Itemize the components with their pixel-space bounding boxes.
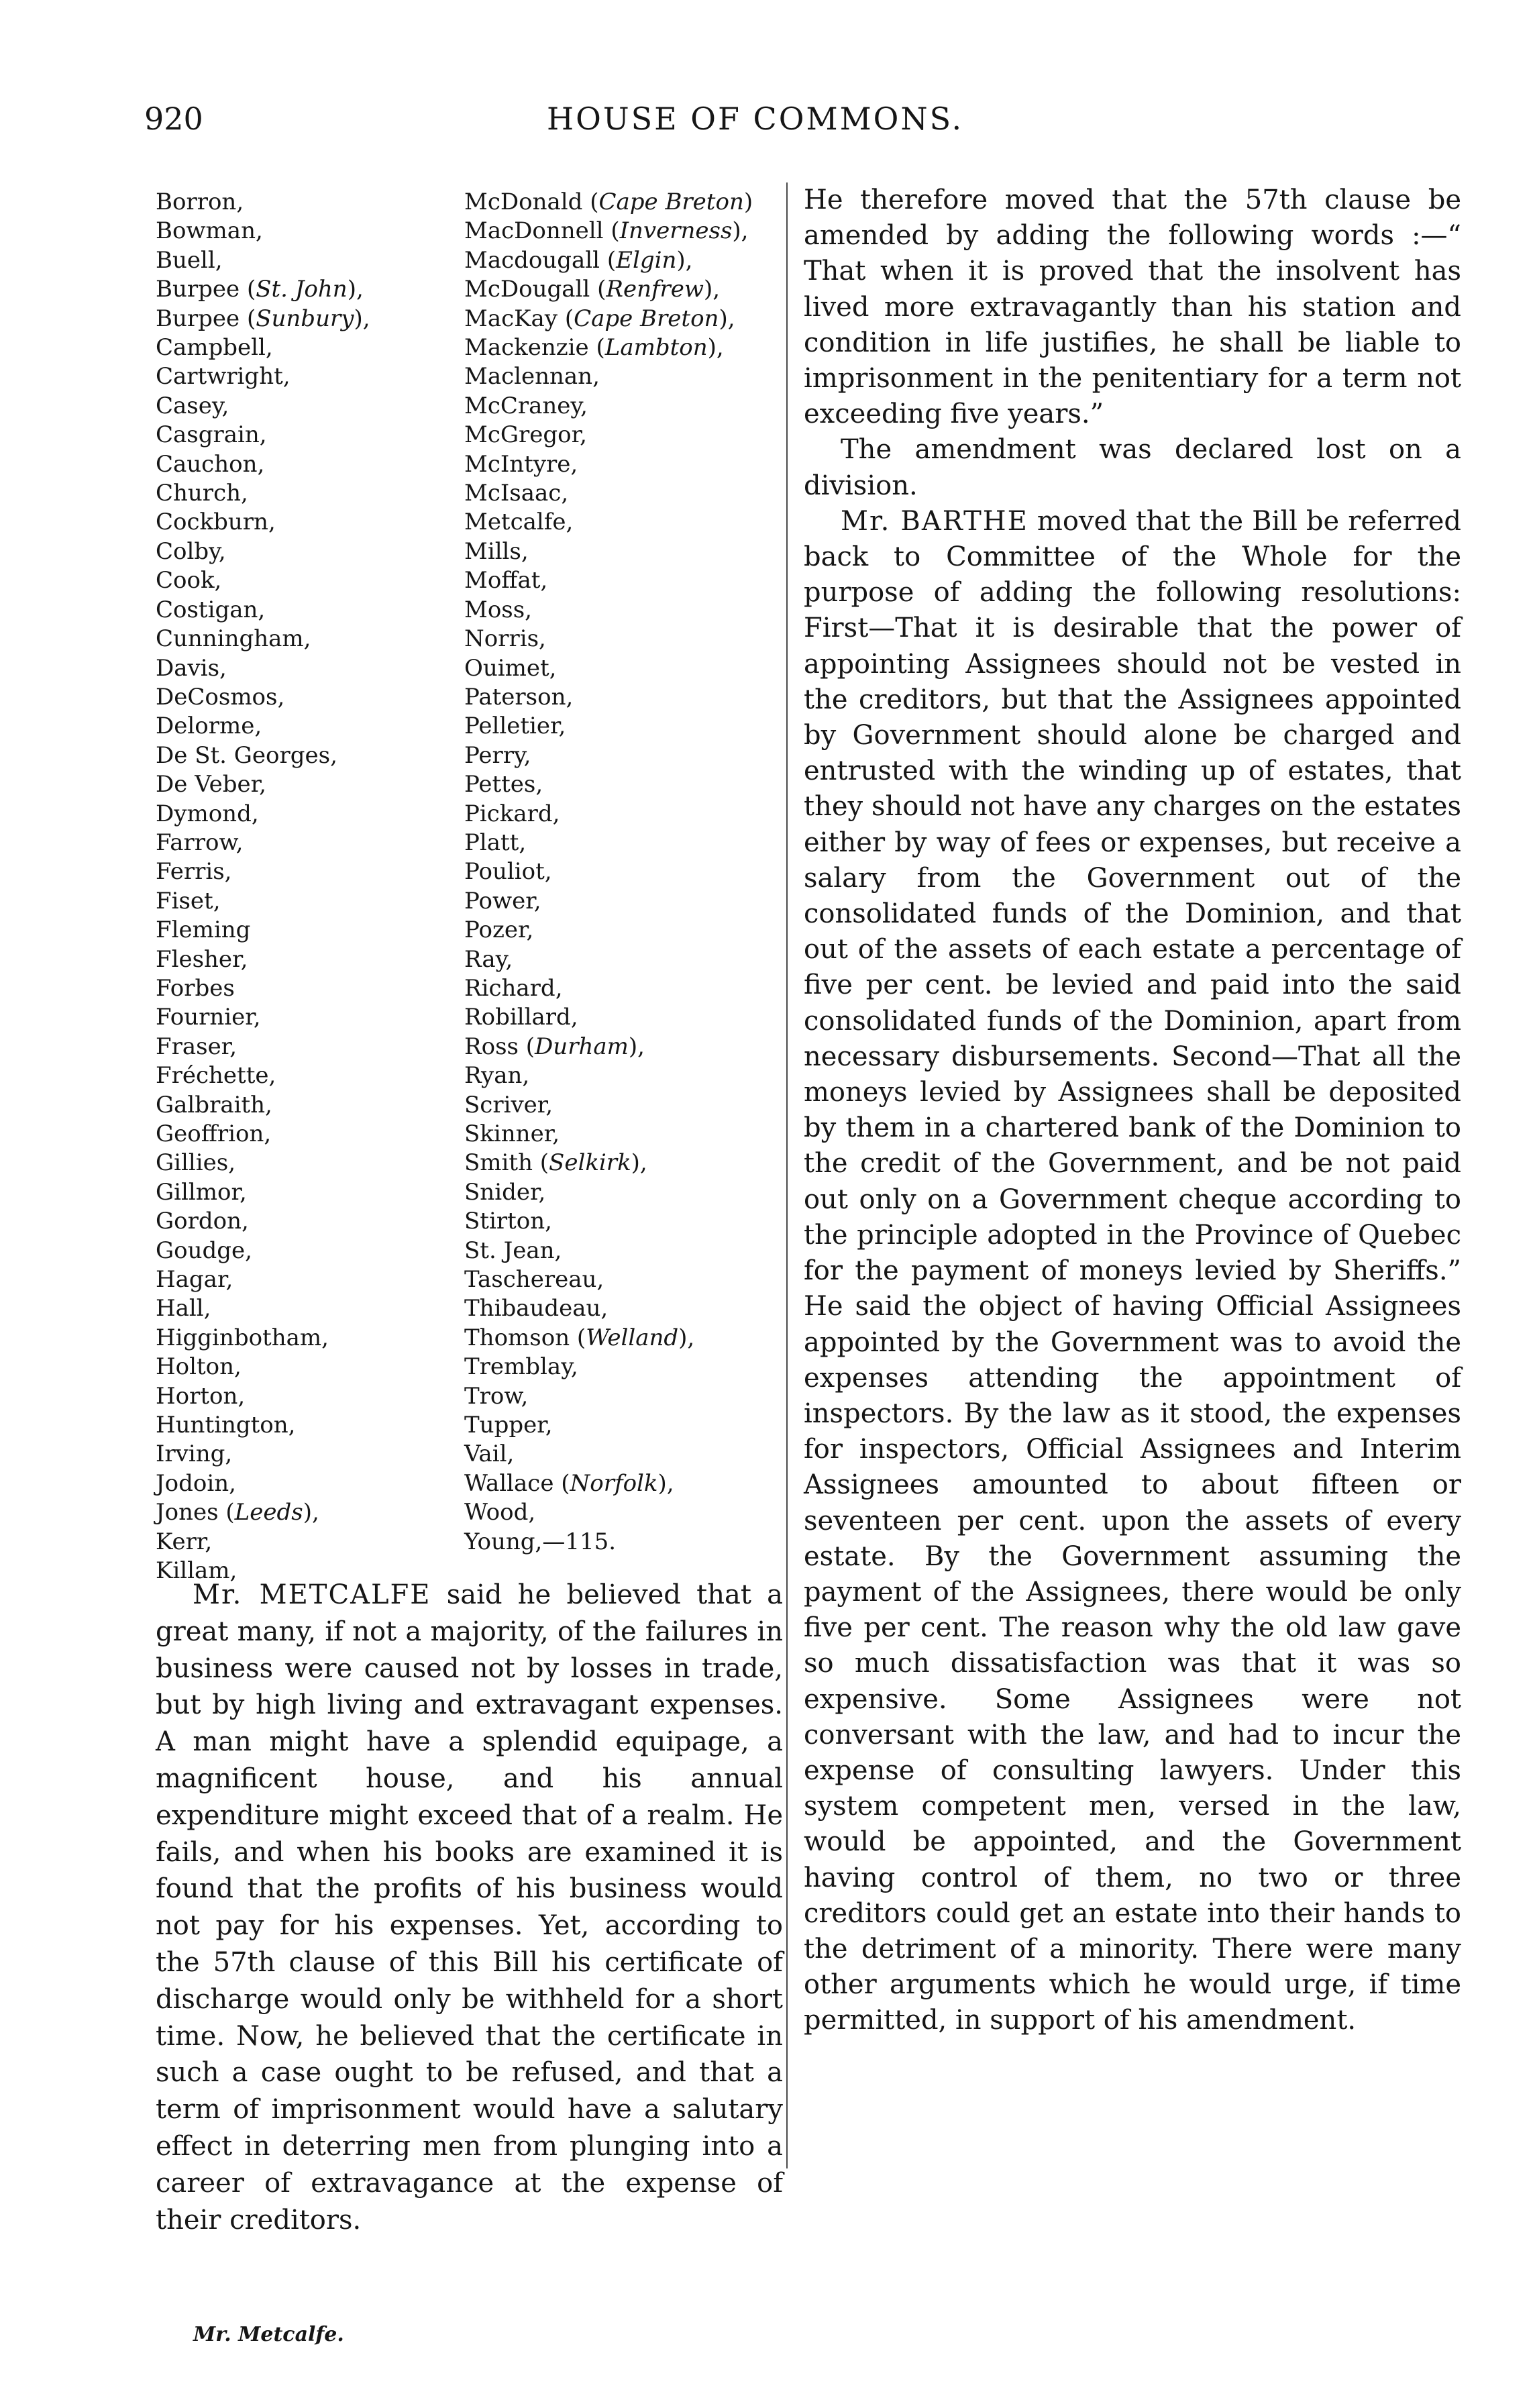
member-name: Trow, xyxy=(464,1382,529,1410)
member-name: Metcalfe, xyxy=(464,509,574,536)
member-name: Young,—115. xyxy=(464,1528,617,1555)
member-name: Richard, xyxy=(464,974,563,1002)
member-name: Fournier, xyxy=(156,1004,261,1031)
member-name: McIsaac, xyxy=(464,480,569,507)
right-column xyxy=(804,182,1461,2039)
member-name: Taschereau, xyxy=(464,1266,604,1294)
member-name: Geoffrion, xyxy=(156,1120,272,1147)
member-name: Maclennan, xyxy=(464,363,600,390)
left-column xyxy=(156,188,783,2238)
member-name: Tremblay, xyxy=(464,1353,578,1381)
member-name: McCraney, xyxy=(464,392,588,419)
barthe-speech xyxy=(804,504,1461,2039)
member-name: Borron, xyxy=(156,189,244,215)
member-name: Campbell, xyxy=(156,334,273,362)
member-name: Platt, xyxy=(464,829,527,856)
member-name: Wallace (Norfolk), xyxy=(464,1469,674,1497)
member-name: Tupper, xyxy=(464,1412,553,1439)
member-name: Skinner, xyxy=(464,1120,560,1147)
member-name: McIntyre, xyxy=(464,450,578,478)
member-name: Gillmor, xyxy=(156,1178,247,1206)
member-name: Galbraith, xyxy=(156,1091,272,1118)
member-name: Hall, xyxy=(156,1295,211,1322)
member-name: Costigan, xyxy=(156,596,266,623)
member-name: Cartwright, xyxy=(156,363,290,390)
member-name: Stirton, xyxy=(464,1208,552,1235)
member-name: Pelletier, xyxy=(464,713,566,740)
member-name: Snider, xyxy=(464,1178,546,1206)
member-name: Mills, xyxy=(464,537,529,565)
member-name: St. Jean, xyxy=(464,1237,562,1264)
member-name: Ross (Durham), xyxy=(464,1033,645,1060)
member-name: Paterson, xyxy=(464,683,574,711)
member-name: De St. Georges, xyxy=(156,741,337,769)
speaker-name-barthe: Mr. BARTHE xyxy=(841,505,1028,537)
member-name: Kerr, xyxy=(156,1528,213,1555)
member-name: Farrow, xyxy=(156,829,244,856)
names-column-1 xyxy=(156,188,451,1586)
member-name: Church, xyxy=(156,480,248,507)
member-name: Fraser, xyxy=(156,1033,237,1060)
member-name: Mackenzie (Lambton), xyxy=(464,334,724,362)
member-name: Thibaudeau, xyxy=(464,1295,609,1322)
member-name: Fréchette, xyxy=(156,1062,276,1090)
member-name: Cauchon, xyxy=(156,450,265,478)
member-name: Thomson (Welland), xyxy=(464,1324,695,1351)
member-name: Smith (Selkirk), xyxy=(464,1149,647,1177)
member-name: Buell, xyxy=(156,246,223,274)
member-name: Flesher, xyxy=(156,945,248,973)
member-name: Goudge, xyxy=(156,1237,252,1264)
member-name: Pettes, xyxy=(464,771,543,798)
member-name: Ouimet, xyxy=(464,654,557,682)
member-name: MacKay (Cape Breton), xyxy=(464,305,735,332)
member-name: Irving, xyxy=(156,1441,233,1468)
speaker-name: Mr. METCALFE xyxy=(193,1579,431,1610)
member-name: Pickard, xyxy=(464,800,560,827)
member-name: Wood, xyxy=(464,1499,536,1526)
division-names-list xyxy=(156,188,783,1585)
member-name: Power, xyxy=(464,887,541,914)
member-name: Moss, xyxy=(464,596,532,623)
member-name: Horton, xyxy=(156,1382,246,1410)
member-name: Dymond, xyxy=(156,800,259,827)
member-name: Higginbotham, xyxy=(156,1324,329,1351)
member-name: MacDonnell (Inverness), xyxy=(464,217,749,245)
member-name: Gordon, xyxy=(156,1208,249,1235)
member-name: Casey, xyxy=(156,392,229,419)
member-name: Moffat, xyxy=(464,567,548,594)
member-name: Ryan, xyxy=(464,1062,530,1090)
column-divider xyxy=(786,182,788,2168)
member-name: McGregor, xyxy=(464,421,587,449)
member-name: Burpee (St. John), xyxy=(156,276,364,303)
member-name: Pouliot, xyxy=(464,858,552,886)
member-name: Cockburn, xyxy=(156,509,276,536)
member-name: Cunningham, xyxy=(156,625,311,653)
member-name: Jodoin, xyxy=(156,1469,236,1497)
member-name: Burpee (Sunbury), xyxy=(156,305,370,332)
member-name: De Veber, xyxy=(156,771,266,798)
member-name: Ferris, xyxy=(156,858,232,886)
member-name: Colby, xyxy=(156,537,226,565)
member-name: DeCosmos, xyxy=(156,683,285,711)
member-name: Casgrain, xyxy=(156,421,267,449)
member-name: Scriver, xyxy=(464,1091,553,1118)
member-name: Cook, xyxy=(156,567,222,594)
names-column-2 xyxy=(464,188,786,1557)
member-name: Pozer, xyxy=(464,917,534,944)
member-name: McDougall (Renfrew), xyxy=(464,276,721,303)
member-name: Gillies, xyxy=(156,1149,236,1177)
metcalfe-speech xyxy=(156,1577,783,2238)
member-name: Ray, xyxy=(464,945,513,973)
barthe-speech-text: moved that the Bill be referred back to Committee of the Whole for the purpose of adding the following resolutions: First—That it is desirable that the power of appointing Assignees should not be vested in the creditors, but that the Assignees appointed by Government should alone be charged and entrusted with the winding up of estates, that they should not have any charges on the estates either by way of fees or expenses, but receive a salary from the Government out of the consolidated funds of the Dominion, and that out of the assets of each estate a percentage of five per cent. be levied and paid into the said consolidated funds of the Dominion, apart from necessary disbursements. Second—That all the moneys levied by Assignees shall be deposited by them in a chartered bank of the Dominion to the credit of the Government, and be not paid out only on a Government cheque according to the principle adopted in the Province of Quebec for the payment of moneys levied by Sheriffs.” He said the object of having Official Assignees appointed by the Government was to avoid the expenses attending the appointment of inspectors. By the law as it stood, the expenses for inspectors, Official Assignees and Interim Assignees amounted to about fifteen or seventeen per cent. upon the assets of every estate. By the Government assuming the payment of the Assignees, there would be only five per cent. The reason why the old law gave so much dissatisfaction was that it was so expensive. Some Assignees were not conversant with the law, and had to incur the expense of consulting lawyers. Under this system competent men, versed in the law, would be appointed, and the Government having control of them, no two or three creditors could get an estate into their hands to the detriment of a minority. There were many other arguments which he would urge, if time permitted, in support of his amendment. xyxy=(804,505,1462,2036)
member-name: Fiset, xyxy=(156,887,221,914)
member-name: Norris, xyxy=(464,625,546,653)
page-title: HOUSE OF COMMONS. xyxy=(547,101,964,137)
member-name: Macdougall (Elgin), xyxy=(464,246,693,274)
member-name: Robillard, xyxy=(464,1004,578,1031)
member-name: Jones (Leeds), xyxy=(156,1499,319,1526)
speech-text: said he believed that a great many, if not a majority, of the failures in business were caused not by losses in trade, but by high living and extravagant expenses. A man might have a splendid equipage, a magnificent house, and his annual expenditure might exceed that of a realm. He fails, and when his books are examined it is found that the profits of his business would not pay for his expenses. Yet, according to the 57th clause of this Bill his certificate of discharge would only be withheld for a short time. Now, he believed that the certificate in such a case ought to be refused, and that a term of imprisonment would have a salutary effect in deterring men from plunging into a career of extravagance at the expense of their creditors. xyxy=(156,1579,783,2236)
member-name: Hagar, xyxy=(156,1266,233,1294)
member-name: Vail, xyxy=(464,1441,515,1468)
member-name: Bowman, xyxy=(156,217,263,245)
member-name: Forbes xyxy=(156,974,235,1002)
member-name: Davis, xyxy=(156,654,227,682)
page-number: 920 xyxy=(144,101,203,137)
member-name: Perry, xyxy=(464,741,531,769)
amendment-paragraph: He therefore moved that the 57th clause be amended by adding the following words :—“ That when it is proved that the insolvent has lived more extravagantly than his station and condition in life justifies, he shall be liable to imprisonment in the penitentiary for a term not exceeding five years.” xyxy=(804,185,1461,430)
page-header xyxy=(144,101,1479,148)
member-name: Delorme, xyxy=(156,713,262,740)
member-name: Huntington, xyxy=(156,1412,296,1439)
member-name: Killam, xyxy=(156,1557,237,1585)
member-name: Holton, xyxy=(156,1353,242,1381)
running-footer: Mr. Metcalfe. xyxy=(193,2323,344,2346)
member-name: McDonald (Cape Breton) xyxy=(464,189,753,215)
amendment-result: The amendment was declared lost on a division. xyxy=(804,434,1461,501)
member-name: Fleming xyxy=(156,917,251,944)
